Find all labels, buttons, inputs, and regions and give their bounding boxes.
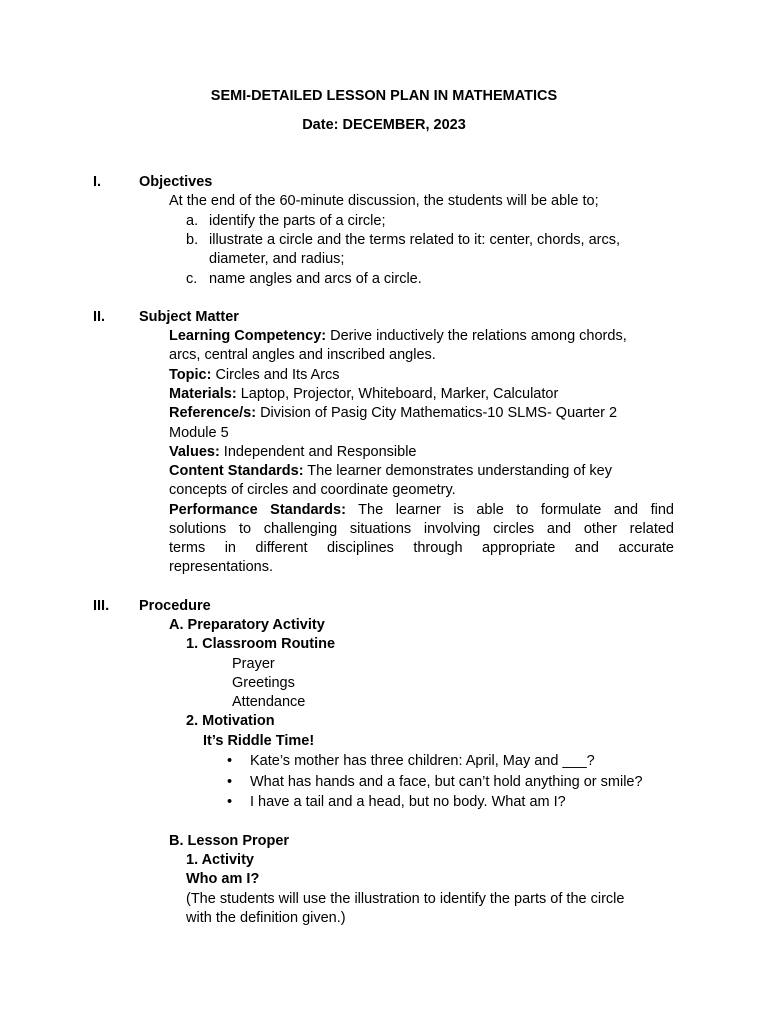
- objective-marker-b: b.: [186, 232, 199, 248]
- learning-competency-line1: [169, 327, 627, 346]
- document-title: SEMI-DETAILED LESSON PLAN IN MATHEMATICS: [210, 88, 558, 104]
- content-standards-line2: concepts of circles and coordinate geometry.: [169, 482, 456, 498]
- who-am-i-heading: Who am I?: [186, 871, 260, 887]
- riddle-time-heading: It’s Riddle Time!: [203, 733, 315, 749]
- activity-instruction-line2: with the definition given.): [186, 910, 346, 926]
- activity-heading: 1. Activity: [186, 852, 254, 868]
- riddle-item-1: Kate’s mother has three children: April, May and ___?: [250, 753, 595, 769]
- objective-text-c: name angles and arcs of a circle.: [209, 271, 422, 287]
- section-heading-objectives: Objectives: [139, 174, 213, 190]
- learning-competency-line2: arcs, central angles and inscribed angles.: [169, 347, 436, 363]
- performance-standards-text: The learner is able to formulate and find: [345, 502, 674, 518]
- topic-text: Circles and Its Arcs: [211, 367, 340, 383]
- materials-text: Laptop, Projector, Whiteboard, Marker, Calculator: [236, 386, 559, 402]
- performance-standards-line2: solutions to challenging situations involving circles and other related: [169, 521, 674, 537]
- document-date: Date: DECEMBER, 2023: [302, 117, 466, 133]
- classroom-routine-heading: 1. Classroom Routine: [186, 636, 336, 652]
- objective-text-b: illustrate a circle and the terms related to it: center, chords, arcs,: [209, 232, 621, 248]
- section-numeral-objectives: I.: [93, 174, 102, 190]
- riddle-item-2: What has hands and a face, but can’t hold anything or smile?: [250, 774, 643, 790]
- performance-standards-line4: representations.: [169, 559, 273, 575]
- performance-standards-line3: terms in different disciplines through appropriate and accurate: [169, 540, 674, 556]
- values-text: Independent and Responsible: [219, 444, 417, 460]
- bullet-icon: •: [227, 753, 233, 769]
- values-line: [169, 443, 417, 462]
- objectives-intro: At the end of the 60-minute discussion, the students will be able to;: [169, 193, 599, 209]
- materials-label: Materials:: [169, 386, 237, 402]
- riddle-item-3: I have a tail and a head, but no body. What am I?: [250, 794, 566, 810]
- reference-line1: [169, 404, 617, 423]
- preparatory-activity-heading: A. Preparatory Activity: [169, 617, 325, 633]
- reference-line2: Module 5: [169, 425, 229, 441]
- learning-competency-text: Derive inductively the relations among chords,: [326, 328, 627, 344]
- bullet-icon: •: [227, 794, 233, 810]
- performance-standards-line1: [169, 501, 674, 520]
- routine-item-attendance: Attendance: [232, 694, 306, 710]
- topic-line: [169, 366, 340, 385]
- section-numeral-procedure: III.: [93, 598, 110, 614]
- topic-label: Topic:: [169, 367, 212, 383]
- section-heading-subject-matter: Subject Matter: [139, 309, 239, 325]
- objective-marker-c: c.: [186, 271, 198, 287]
- routine-item-prayer: Prayer: [232, 656, 275, 672]
- learning-competency-label: Learning Competency:: [169, 328, 327, 344]
- content-standards-label: Content Standards:: [169, 463, 304, 479]
- objective-marker-a: a.: [186, 213, 199, 229]
- motivation-heading: 2. Motivation: [186, 713, 275, 729]
- lesson-proper-heading: B. Lesson Proper: [169, 833, 290, 849]
- reference-text: Division of Pasig City Mathematics-10 SLMS- Quarter 2: [256, 405, 618, 421]
- content-standards-line1: [169, 462, 612, 481]
- reference-label: Reference/s:: [169, 405, 257, 421]
- section-numeral-subject-matter: II.: [93, 309, 106, 325]
- materials-line: [169, 385, 558, 404]
- routine-item-greetings: Greetings: [232, 675, 295, 691]
- objective-text-b-cont: diameter, and radius;: [209, 251, 345, 267]
- section-heading-procedure: Procedure: [139, 598, 211, 614]
- bullet-icon: •: [227, 774, 233, 790]
- values-label: Values:: [169, 444, 220, 460]
- performance-standards-label: Performance Standards:: [169, 502, 346, 518]
- activity-instruction-line1: (The students will use the illustration to identify the parts of the circle: [186, 891, 625, 907]
- content-standards-text: The learner demonstrates understanding of key: [303, 463, 612, 479]
- objective-text-a: identify the parts of a circle;: [209, 213, 386, 229]
